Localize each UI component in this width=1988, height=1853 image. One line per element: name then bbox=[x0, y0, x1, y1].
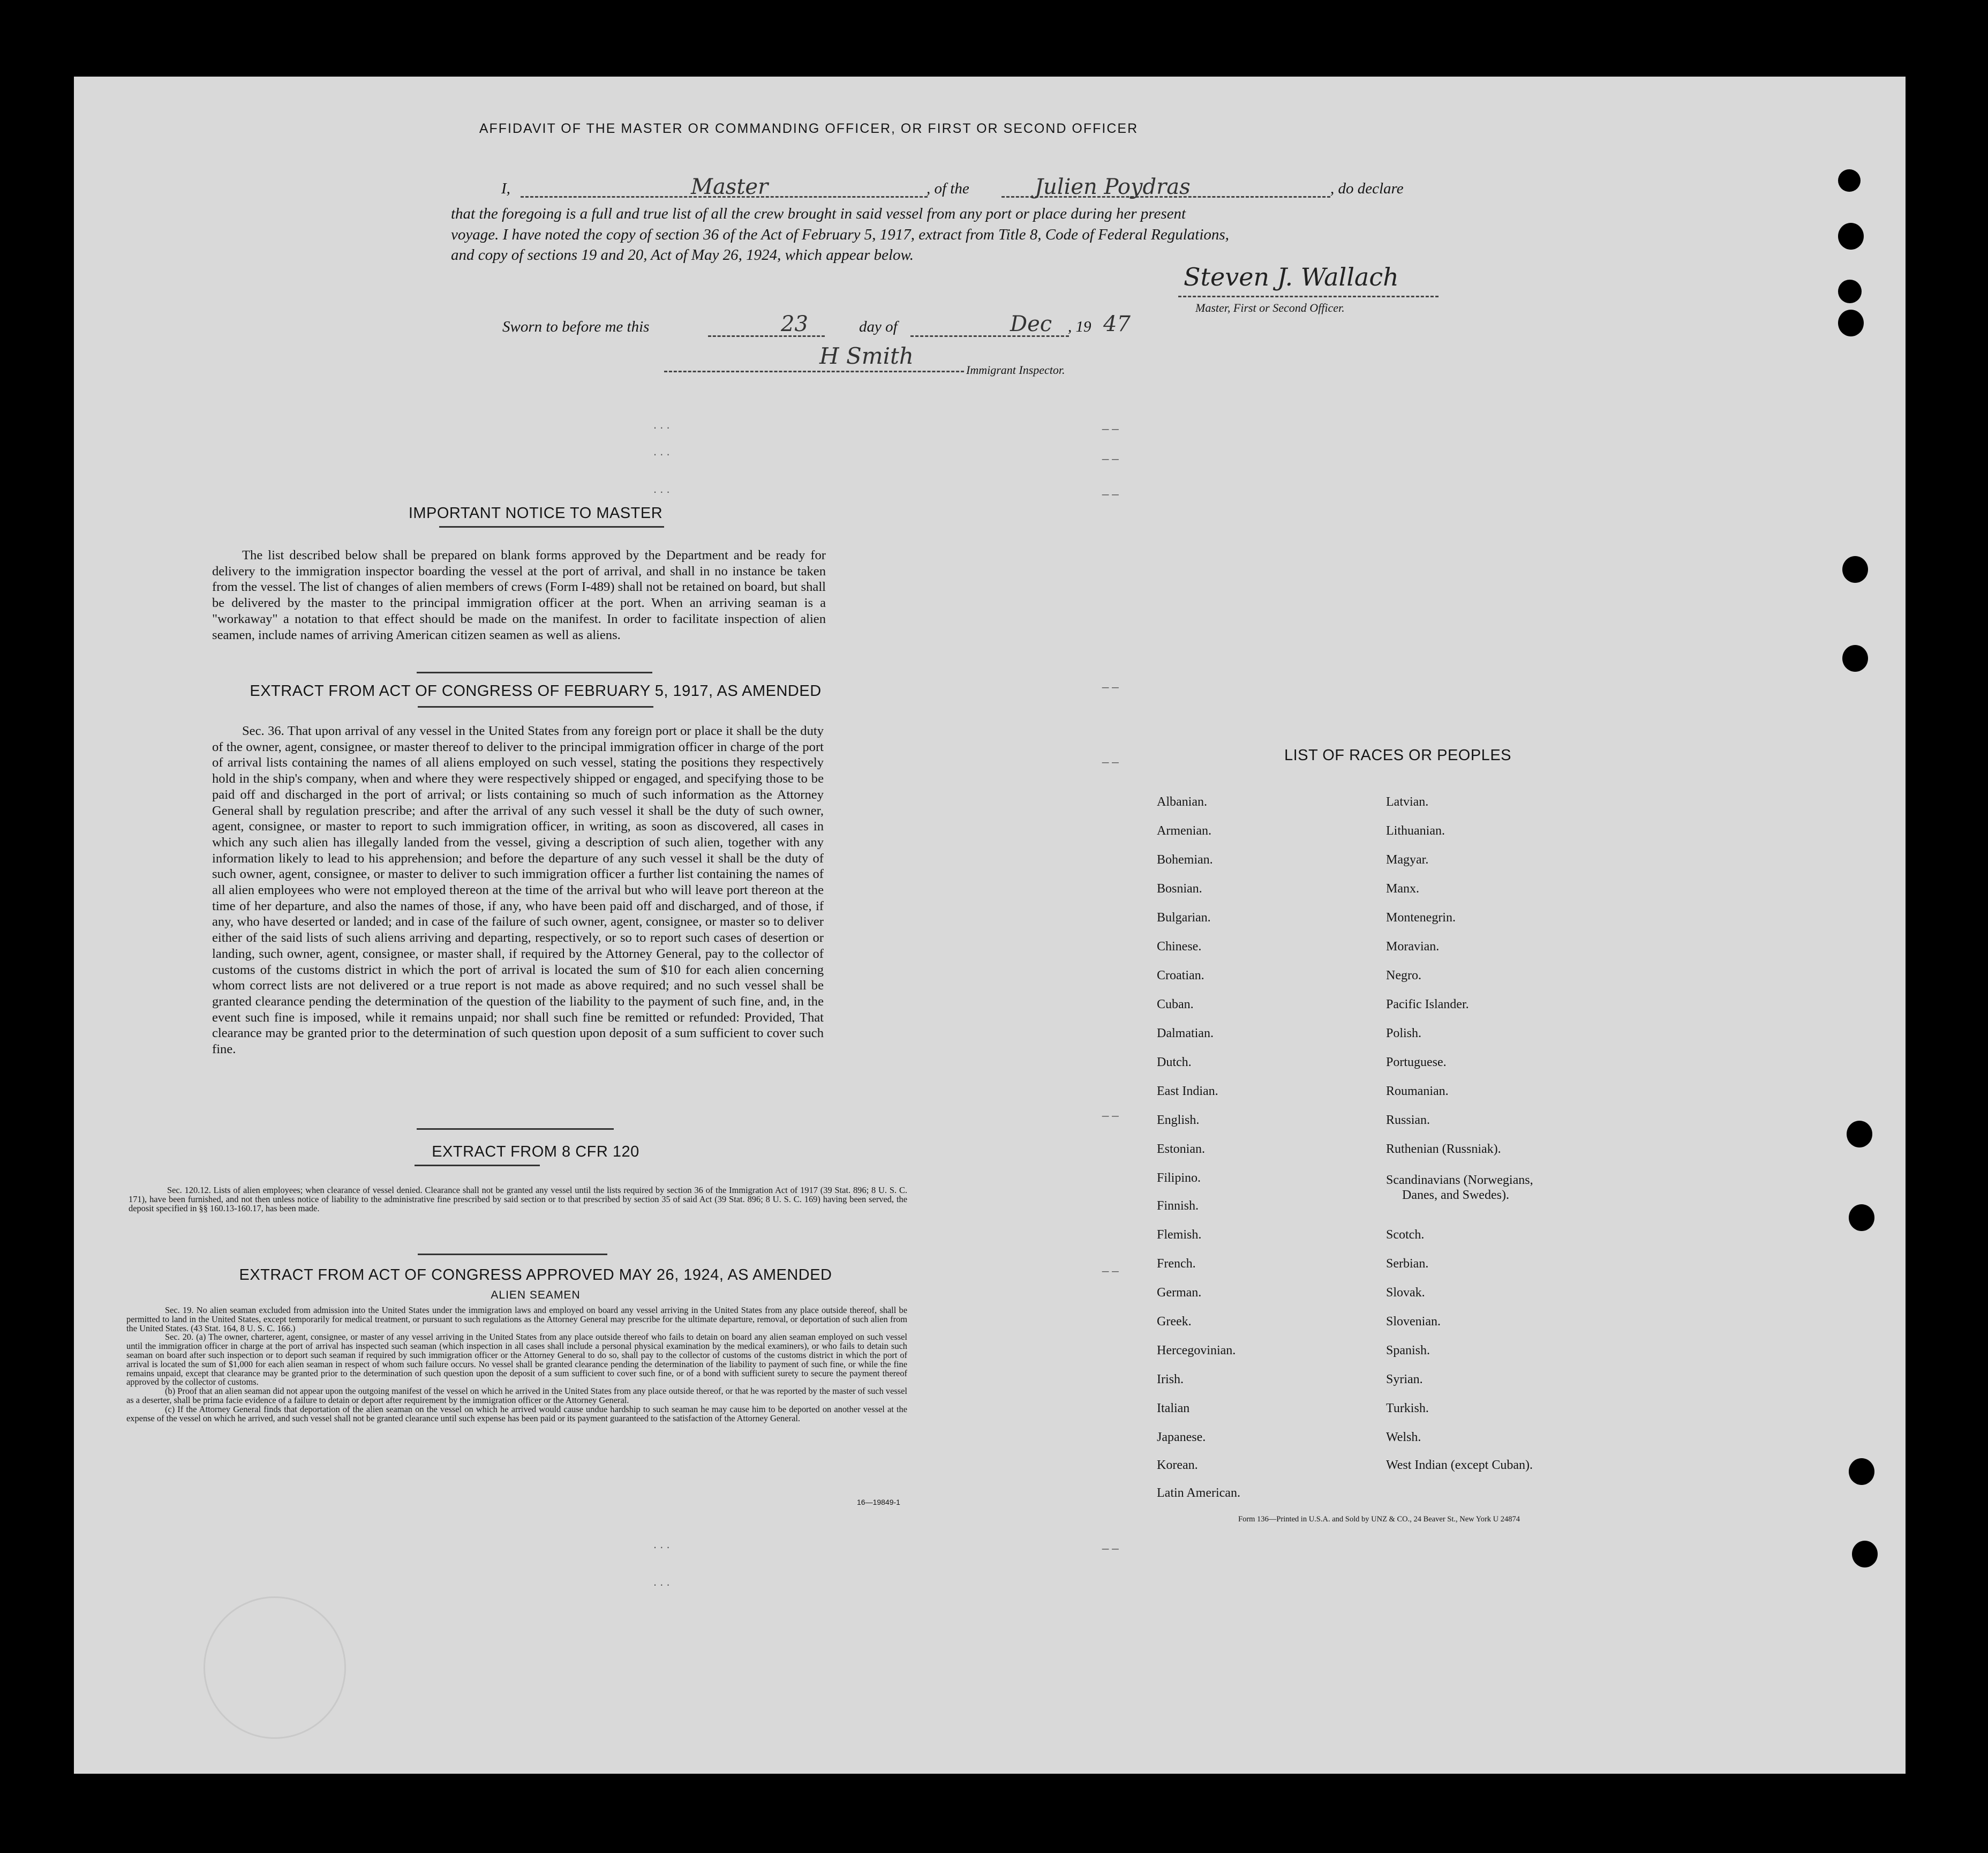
race-left-item: Bosnian. bbox=[1157, 882, 1202, 896]
race-left-item: French. bbox=[1157, 1257, 1196, 1271]
race-left-item: Chinese. bbox=[1157, 940, 1202, 954]
race-left-item: Filipino. bbox=[1157, 1171, 1201, 1185]
sworn-day-handwritten: 23 bbox=[781, 312, 808, 336]
binder-hole bbox=[1842, 645, 1868, 672]
race-left-item: Latin American. bbox=[1157, 1486, 1240, 1500]
race-left-item: Bohemian. bbox=[1157, 853, 1213, 867]
sec20c-text: (c) If the Attorney General finds that deportation of the alien seaman on the vessel on which he arrived would cause undue hardship to such seaman he may cause him to be deported on another vessel at the expense of the vessel on which he arrived, and such vessel shall not be granted clearance until such expense has been paid or its payment guaranteed to the satisfaction of the Attorney General. bbox=[126, 1404, 907, 1423]
race-right-item: Lithuanian. bbox=[1386, 824, 1445, 838]
extract-cfr-text: Sec. 120.12. Lists of alien employees; when clearance of vessel denied. Clearance shall not be granted any vessel until the lists required by section 36 of the Immigration Act of 1917 (39 Stat. 896; 8 U. S. C. 171), have been furnished, and not then unless notice of liability to the administrative fine prescribed by said section or to that prescribed by section 35 of said Act (39 Stat. 896; 8 U. S. C. 169) having been served, the deposit specified in §§ 160.13-160.17, has been made. bbox=[129, 1185, 907, 1213]
race-left-item: German. bbox=[1157, 1286, 1202, 1300]
race-left-item: English. bbox=[1157, 1113, 1200, 1127]
alien-seamen-subheading: ALIEN SEAMEN bbox=[491, 1289, 581, 1301]
sworn-label: Sworn to before me this bbox=[502, 318, 650, 335]
sworn-year-handwritten: 47 bbox=[1103, 312, 1131, 336]
dash-mark: _ _ bbox=[1102, 417, 1119, 430]
binder-hole bbox=[1838, 169, 1861, 192]
notice-rule bbox=[439, 526, 664, 528]
sec20b-text: (b) Proof that an alien seaman did not appear upon the outgoing manifest of the vessel on which he arrived in the United States from any place outside thereof, or that he was reported by the master of such vessel as a deserter, shall be prima facie evidence of a failure to detain or deport after requirement by the immigration officer or the Attorney General. bbox=[126, 1386, 907, 1405]
signature-caption: Master, First or Second Officer. bbox=[1195, 301, 1345, 314]
race-left-item: Italian bbox=[1157, 1401, 1190, 1415]
master-signature: Steven J. Wallach bbox=[1184, 262, 1399, 291]
race-right-item: Manx. bbox=[1386, 882, 1419, 896]
rule-1917-bottom bbox=[418, 706, 653, 708]
dash-mark: . . . bbox=[653, 445, 670, 458]
inspector-line bbox=[664, 371, 964, 372]
dash-mark: _ _ bbox=[1102, 1104, 1119, 1117]
binder-hole bbox=[1847, 1121, 1872, 1147]
binder-hole bbox=[1838, 223, 1864, 250]
dash-mark: . . . bbox=[653, 482, 670, 496]
race-right-item: Montenegrin. bbox=[1386, 911, 1456, 925]
race-left-item: Irish. bbox=[1157, 1372, 1184, 1386]
dash-mark: . . . bbox=[653, 1537, 670, 1551]
master-handwritten: Master bbox=[691, 175, 769, 199]
form-code: 16—19849-1 bbox=[857, 1498, 900, 1506]
dash-mark: . . . bbox=[653, 1575, 670, 1588]
race-left-item: Albanian. bbox=[1157, 795, 1207, 809]
race-left-item: Bulgarian. bbox=[1157, 911, 1211, 925]
race-left-item: Finnish. bbox=[1157, 1199, 1199, 1213]
statement-line-1: that the foregoing is a full and true list of all the crew brought in said vessel from any port or place during her present bbox=[451, 205, 1186, 222]
race-right-item: Spanish. bbox=[1386, 1344, 1430, 1357]
race-right-item: Negro. bbox=[1386, 969, 1421, 982]
notice-text: The list described below shall be prepared on blank forms approved by the Department and be ready for delivery to the immigration inspector boarding the vessel at the port of arrival, and shall in no instance be taken from the vessel. The list of changes of alien members of crews (Form I-489) shall not be retained on board, but shall be delivered by the master to the principal immigration officer at the port. When an arriving seaman is a "workaway" a notation to that effect should be made on the manifest. In order to facilitate inspection of alien seamen, include names of arriving American citizen seamen as well as aliens. bbox=[212, 548, 826, 642]
race-right-item: Magyar. bbox=[1386, 853, 1429, 867]
race-right-item: Slovak. bbox=[1386, 1286, 1425, 1300]
rule-cfr bbox=[417, 1128, 614, 1130]
sec20a-text: Sec. 20. (a) The owner, charterer, agent, consignee, or master of any vessel arriving in the United States from any place outside thereof who fails to detain on board any alien seaman employed on such vessel until the immigration officer in charge at the port of arrival has inspected such seaman (which inspection in all cases shall include a personal physical examination by the medical examiners), or who fails to detain such seaman on board after such inspection or to deport such seaman if required by such immigration officer or the Attorney General to do so, shall pay to the collector of customs of the customs district in which the port of arrival is located the sum of $1,000 for each alien seaman in respect of whom such failure occurs. No vessel shall be granted clearance pending the determination of the liability to payment of such fine, or while the fine remains unpaid, except that clearance may be granted prior to the determination of such question upon the deposit of a sum sufficient to cover such fine, or of a bond with sufficient surety to secure the payment thereof approved by the collector of customs. bbox=[126, 1332, 907, 1387]
sworn-month-handwritten: Dec bbox=[1010, 312, 1052, 336]
binder-hole bbox=[1849, 1458, 1874, 1485]
year-prefix: , 19 bbox=[1068, 318, 1091, 335]
dash-mark: _ _ bbox=[1102, 1536, 1119, 1550]
do-declare-label: , do declare bbox=[1330, 180, 1404, 197]
extract-1917-text: Sec. 36. That upon arrival of any vessel in the United States from any foreign port or place it shall be the duty of the owner, agent, consignee, or master thereof to deliver to the principal immigration officer in charge of the port of arrival lists containing the names of all aliens employed on such vessel, stating the positions they respectively hold in the ship's company, when and where they were respectively shipped or engaged, and specifying those to be paid off and discharged in the port of arrival; or lists containing so much of such information as the Attorney General shall by regulation prescribe; and after the arrival of any such vessel it shall be the duty of such owner, agent, consignee, or master to report to such immigration officer, in writing, as soon as discovered, all cases in which any such alien has illegally landed from the vessel, giving a description of such alien, together with any information likely to lead to his apprehension; and before the departure of any such vessel it shall be the duty of such owner, agent, consignee, or master to deliver to such immigration officer a further list containing the names of all alien employees who were not employed thereon at the time of the arrival but who will leave port thereon at the time of her departure, and also the names of those, if any, who have been paid off and discharged, and of those, if any, who have deserted or landed; and in case of the failure of such owner, agent, consignee, or master so to deliver either of the said lists of such aliens arriving and departing, respectively, or so to report such cases of desertion or landing, such owner, agent, consignee, or master shall, if required by the Attorney General, pay to the collector of customs of the customs district in which the port of arrival is located the sum of $10 for each alien concerning whom correct lists are not delivered or a true report is not made as above required; and no such vessel shall be granted clearance pending the determination of the question of the liability to the payment of such fine, and, in the event such fine is imposed, while it remains unpaid; nor shall such fine be remitted or refunded: Provided, That clearance may be granted prior to the determination of such question upon deposit of a sum sufficient to cover such fine. bbox=[212, 724, 824, 1057]
races-heading: LIST OF RACES OR PEOPLES bbox=[1284, 747, 1512, 764]
signature-line bbox=[1178, 296, 1439, 297]
dash-mark: _ _ bbox=[1102, 482, 1119, 496]
race-right-item: Roumanian. bbox=[1386, 1084, 1449, 1098]
race-right-item: Portuguese. bbox=[1386, 1055, 1447, 1069]
notice-heading: IMPORTANT NOTICE TO MASTER bbox=[408, 505, 663, 522]
race-left-item: Korean. bbox=[1157, 1458, 1198, 1472]
race-left-item: Hercegovinian. bbox=[1157, 1344, 1236, 1357]
dash-mark: . . . bbox=[653, 418, 670, 431]
dash-mark: _ _ bbox=[1102, 750, 1119, 763]
dash-mark: _ _ bbox=[1102, 447, 1119, 460]
race-right-item: Welsh. bbox=[1386, 1430, 1421, 1444]
race-right-item: Moravian. bbox=[1386, 940, 1440, 954]
race-right-item: Syrian. bbox=[1386, 1372, 1423, 1386]
binder-hole bbox=[1849, 1204, 1874, 1231]
inspector-caption: Immigrant Inspector. bbox=[966, 363, 1065, 377]
race-left-item: Croatian. bbox=[1157, 969, 1204, 982]
rule-1917 bbox=[417, 672, 652, 673]
race-left-item: Cuban. bbox=[1157, 997, 1194, 1011]
faint-stamp bbox=[204, 1596, 346, 1739]
race-right-item: Scotch. bbox=[1386, 1228, 1425, 1242]
race-left-item: Japanese. bbox=[1157, 1430, 1206, 1444]
race-right-item: Slovenian. bbox=[1386, 1315, 1441, 1329]
dash-mark: _ _ bbox=[1102, 1259, 1119, 1272]
day-of-label: day of bbox=[859, 318, 898, 335]
race-left-item: Estonian. bbox=[1157, 1142, 1205, 1156]
race-right-item: Ruthenian (Russniak). bbox=[1386, 1142, 1501, 1156]
affidavit-heading: AFFIDAVIT OF THE MASTER OR COMMANDING OFFICER, OR FIRST OR SECOND OFFICER bbox=[479, 121, 1139, 136]
race-right-item: Pacific Islander. bbox=[1386, 997, 1469, 1011]
of-the-label: , of the bbox=[927, 180, 969, 197]
binder-hole bbox=[1838, 280, 1862, 303]
inspector-signature: H Smith bbox=[819, 343, 914, 369]
race-right-item: Danes, and Swedes). bbox=[1402, 1188, 1509, 1202]
sworn-line bbox=[502, 312, 1199, 344]
vessel-name-handwritten: Julien Poydras bbox=[1035, 175, 1191, 199]
statement-line-2: voyage. I have noted the copy of section 36 of the Act of February 5, 1917, extract from Title 8, Code of Federal Regulations, bbox=[451, 226, 1229, 243]
i-label: I, bbox=[501, 180, 510, 197]
race-left-item: Greek. bbox=[1157, 1315, 1192, 1329]
extract-cfr-heading: EXTRACT FROM 8 CFR 120 bbox=[432, 1143, 639, 1160]
race-right-item: Polish. bbox=[1386, 1026, 1422, 1040]
dash-mark: _ _ bbox=[1102, 675, 1119, 688]
race-left-item: Flemish. bbox=[1157, 1228, 1202, 1242]
race-left-item: East Indian. bbox=[1157, 1084, 1218, 1098]
race-right-item: West Indian (except Cuban). bbox=[1386, 1458, 1533, 1472]
race-right-item: Turkish. bbox=[1386, 1401, 1429, 1415]
binder-hole bbox=[1852, 1541, 1878, 1567]
race-left-item: Dutch. bbox=[1157, 1055, 1192, 1069]
extract-1924-heading: EXTRACT FROM ACT OF CONGRESS APPROVED MAY 26, 1924, AS AMENDED bbox=[239, 1266, 832, 1284]
declaration-line bbox=[501, 175, 1465, 202]
sec19-text: Sec. 19. No alien seaman excluded from admission into the United States under the immigration laws and employed on board any vessel arriving in the United States from any place outside thereof, shall be permitted to land in the United States, except temporarily for medical treatment, or pursuant to such regulations as the Attorney General may prescribe for the ultimate departure, removal, or deportation of such alien from the United States. (43 Stat. 164, 8 U. S. C. 166.) bbox=[126, 1305, 907, 1333]
extract-1924-text bbox=[126, 1306, 907, 1423]
rule-cfr-bottom bbox=[415, 1165, 540, 1166]
race-left-item: Armenian. bbox=[1157, 824, 1211, 838]
binder-hole bbox=[1838, 310, 1864, 336]
race-right-item: Scandinavians (Norwegians, bbox=[1386, 1173, 1533, 1187]
printer-note: Form 136—Printed in U.S.A. and Sold by UNZ & CO., 24 Beaver St., New York U 24874 bbox=[1238, 1515, 1520, 1524]
extract-1917-heading: EXTRACT FROM ACT OF CONGRESS OF FEBRUARY 5, 1917, AS AMENDED bbox=[250, 682, 822, 700]
race-right-item: Serbian. bbox=[1386, 1257, 1429, 1271]
race-left-item: Dalmatian. bbox=[1157, 1026, 1214, 1040]
race-right-item: Latvian. bbox=[1386, 795, 1429, 809]
declaration-statement bbox=[451, 204, 1469, 266]
statement-line-3: and copy of sections 19 and 20, Act of May 26, 1924, which appear below. bbox=[451, 246, 914, 264]
binder-hole bbox=[1842, 556, 1868, 583]
rule-1924 bbox=[418, 1254, 607, 1255]
race-right-item: Russian. bbox=[1386, 1113, 1430, 1127]
